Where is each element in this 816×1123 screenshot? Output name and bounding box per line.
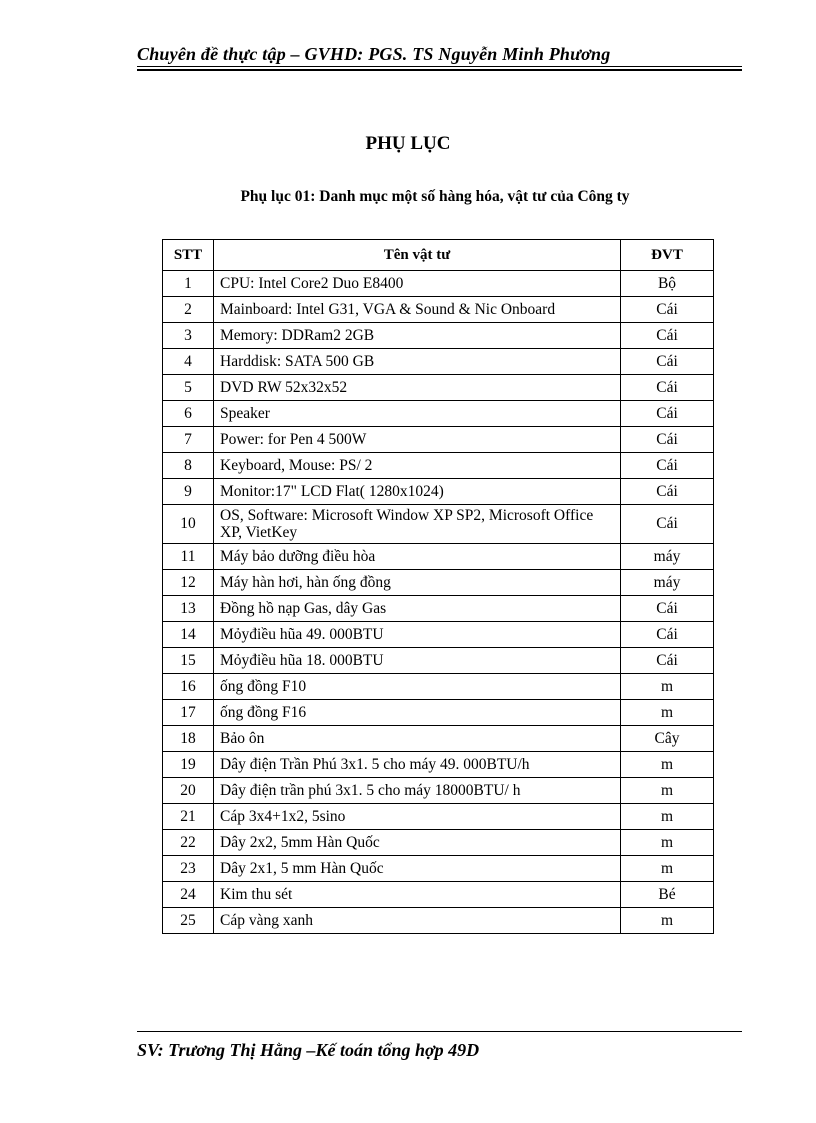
row-name: Máy bảo dưỡng điều hòa [214, 544, 621, 570]
row-name: Mỏyđiều hũa 18. 000BTU [214, 648, 621, 674]
row-name: Kim thu sét [214, 882, 621, 908]
row-unit: m [621, 856, 714, 882]
row-name: Cáp 3x4+1x2, 5sino [214, 804, 621, 830]
table-row [163, 544, 714, 570]
row-stt: 7 [163, 427, 214, 453]
row-name: Mỏyđiều hũa 49. 000BTU [214, 622, 621, 648]
row-unit: m [621, 908, 714, 934]
table-row [163, 700, 714, 726]
row-unit: Cái [621, 427, 714, 453]
row-stt: 17 [163, 700, 214, 726]
page-title: PHỤ LỤC [365, 133, 451, 154]
row-stt: 3 [163, 323, 214, 349]
row-stt: 23 [163, 856, 214, 882]
row-stt: 25 [163, 908, 214, 934]
row-name: Đồng hồ nạp Gas, dây Gas [214, 596, 621, 622]
row-stt: 18 [163, 726, 214, 752]
row-stt: 5 [163, 375, 214, 401]
row-stt: 4 [163, 349, 214, 375]
page-footer: SV: Trương Thị Hằng –Kế toán tổng hợp 49D [137, 1040, 480, 1060]
row-name: ống đồng F16 [214, 700, 621, 726]
row-stt: 20 [163, 778, 214, 804]
row-name: CPU: Intel Core2 Duo E8400 [214, 271, 621, 297]
table-row [163, 674, 714, 700]
row-name: DVD RW 52x32x52 [214, 375, 621, 401]
header-rule-bottom [137, 69, 742, 71]
table-row [163, 570, 714, 596]
row-stt: 21 [163, 804, 214, 830]
page-header: Chuyên đề thực tập – GVHD: PGS. TS Nguyễn Minh Phương [137, 44, 611, 64]
header-rule-top [137, 66, 742, 67]
row-stt: 11 [163, 544, 214, 570]
row-name: Mainboard: Intel G31, VGA & Sound & Nic Onboard [214, 297, 621, 323]
row-stt: 14 [163, 622, 214, 648]
row-unit: Cái [621, 479, 714, 505]
table-row [163, 752, 714, 778]
row-unit: Cái [621, 297, 714, 323]
row-name: Cáp vàng xanh [214, 908, 621, 934]
table-row [163, 479, 714, 505]
row-unit: Cái [621, 596, 714, 622]
table-row [163, 856, 714, 882]
table-row [163, 453, 714, 479]
table-row [163, 804, 714, 830]
table-row [163, 726, 714, 752]
row-unit: Cái [621, 375, 714, 401]
table-row [163, 505, 714, 544]
table-row [163, 297, 714, 323]
table-row [163, 622, 714, 648]
footer-rule [137, 1031, 742, 1032]
table-row [163, 427, 714, 453]
row-stt: 15 [163, 648, 214, 674]
row-unit: Cái [621, 622, 714, 648]
row-name: OS, Software: Microsoft Window XP SP2, Microsoft Office XP, VietKey [214, 505, 621, 544]
row-stt: 9 [163, 479, 214, 505]
table-row [163, 882, 714, 908]
row-unit: Cái [621, 401, 714, 427]
table-header-row [163, 240, 714, 271]
row-name: Harddisk: SATA 500 GB [214, 349, 621, 375]
row-unit: Bộ [621, 271, 714, 297]
row-unit: Bé [621, 882, 714, 908]
row-name: Máy hàn hơi, hàn ống đồng [214, 570, 621, 596]
table-row [163, 908, 714, 934]
header-unit: ĐVT [621, 240, 714, 271]
table-row [163, 830, 714, 856]
row-unit: Cái [621, 648, 714, 674]
row-name: Keyboard, Mouse: PS/ 2 [214, 453, 621, 479]
row-name: Dây điện trần phú 3x1. 5 cho máy 18000BTU/ h [214, 778, 621, 804]
row-name: Dây 2x2, 5mm Hàn Quốc [214, 830, 621, 856]
row-name: Bảo ôn [214, 726, 621, 752]
row-unit: Cái [621, 505, 714, 544]
row-unit: m [621, 700, 714, 726]
row-name: Monitor:17" LCD Flat( 1280x1024) [214, 479, 621, 505]
table-row [163, 349, 714, 375]
row-unit: m [621, 778, 714, 804]
row-name: Dây điện Trần Phú 3x1. 5 cho máy 49. 000BTU/h [214, 752, 621, 778]
header-stt: STT [163, 240, 214, 271]
table-row [163, 323, 714, 349]
table-row [163, 271, 714, 297]
row-unit: Cái [621, 453, 714, 479]
table-row [163, 401, 714, 427]
header-name: Tên vật tư [214, 240, 621, 271]
table-row [163, 375, 714, 401]
row-name: Speaker [214, 401, 621, 427]
row-unit: m [621, 804, 714, 830]
row-name: Power: for Pen 4 500W [214, 427, 621, 453]
row-unit: m [621, 674, 714, 700]
row-unit: Cái [621, 323, 714, 349]
row-stt: 12 [163, 570, 214, 596]
row-unit: m [621, 830, 714, 856]
row-stt: 2 [163, 297, 214, 323]
table-row [163, 648, 714, 674]
row-unit: Cây [621, 726, 714, 752]
row-unit: máy [621, 570, 714, 596]
row-unit: m [621, 752, 714, 778]
row-name: Memory: DDRam2 2GB [214, 323, 621, 349]
row-stt: 6 [163, 401, 214, 427]
row-stt: 22 [163, 830, 214, 856]
row-unit: máy [621, 544, 714, 570]
row-stt: 10 [163, 505, 214, 544]
row-stt: 16 [163, 674, 214, 700]
row-stt: 13 [163, 596, 214, 622]
row-name: ống đồng F10 [214, 674, 621, 700]
row-stt: 24 [163, 882, 214, 908]
materials-table [162, 239, 714, 934]
appendix-subtitle: Phụ lục 01: Danh mục một số hàng hóa, vật tư của Công ty [240, 188, 630, 205]
row-stt: 19 [163, 752, 214, 778]
table-row [163, 596, 714, 622]
table-row [163, 778, 714, 804]
row-stt: 8 [163, 453, 214, 479]
row-name: Dây 2x1, 5 mm Hàn Quốc [214, 856, 621, 882]
row-stt: 1 [163, 271, 214, 297]
row-unit: Cái [621, 349, 714, 375]
